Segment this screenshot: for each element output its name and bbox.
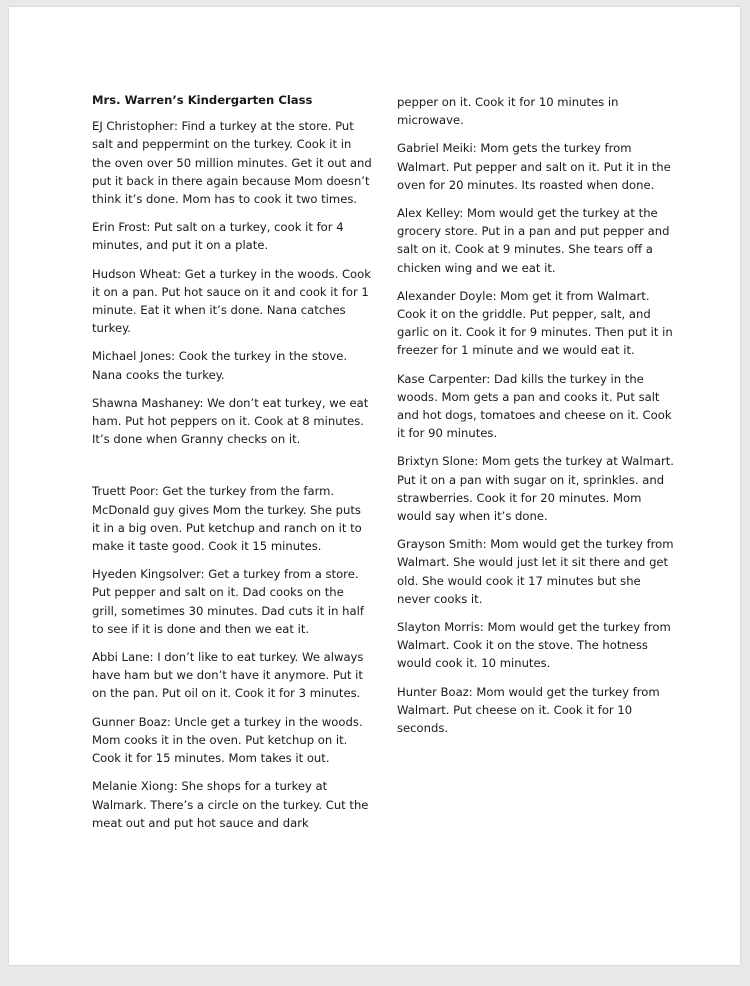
entry-erin-frost: Erin Frost: Put salt on a turkey, cook it for 4 minutes, and put it on a plate. xyxy=(92,220,344,253)
left-column xyxy=(92,91,372,842)
entry-alexander-doyle: Alexander Doyle: Mom get it from Walmart. Cook it on the griddle. Put pepper, salt, and garlic on it. Cook it for 9 minutes. Then put it in freezer for 1 minute and we would eat it. xyxy=(397,288,673,358)
entry-brixtyn-slone: Brixtyn Slone: Mom gets the turkey at Walmart. Put it on a pan with sugar on it, sprinkles. and strawberries. Cook it for 20 minutes. Mom would say when it’s done. xyxy=(397,454,674,524)
entry-michael-jones: Michael Jones: Cook the turkey in the stove. Nana cooks the turkey. xyxy=(92,349,348,382)
entry-gabriel-meiki: Gabriel Meiki: Mom gets the turkey from Walmart. Put pepper and salt on it. Put it in the oven for 20 minutes. Its roasted when done. xyxy=(397,141,671,192)
entry-grayson-smith: Grayson Smith: Mom would get the turkey from Walmart. She would just let it sit there and get old. She would cook it 17 minutes but she never cooks it. xyxy=(397,537,674,606)
page-title: Mrs. Warren’s Kindergarten Class xyxy=(92,93,313,107)
entry-ej-christopher: EJ Christopher: Find a turkey at the store. Put salt and peppermint on the turkey. Cook it in the oven over 50 million minutes. Get it out and put it back in there again because Mom doesn’t think it’s done. Mom has to cook it two times. xyxy=(92,119,372,207)
entry-abbi-lane: Abbi Lane: I don’t like to eat turkey. We always have ham but we don’t have it anymore. Put it on the pan. Put oil on it. Cook it for 3 minutes. xyxy=(92,650,364,701)
entry-shawna-mashaney: Shawna Mashaney: We don’t eat turkey, we eat ham. Put hot peppers on it. Cook at 8 minutes. It’s done when Granny checks on it. xyxy=(92,395,369,447)
entry-hyeden-kingsolver: Hyeden Kingsolver: Get a turkey from a store. Put pepper and salt on it. Dad cooks on the grill, sometimes 30 minutes. Dad cuts it in half to see if it is done and then we eat it. xyxy=(92,567,364,636)
entry-truett-poor: Truett Poor: Get the turkey from the farm. McDonald guy gives Mom the turkey. She puts it in a big oven. Put ketchup and ranch on it to make it taste good. Cook it 15 minutes. xyxy=(92,484,362,554)
entry-hunter-boaz: Hunter Boaz: Mom would get the turkey from Walmart. Put cheese on it. Cook it for 10 seconds. xyxy=(397,684,660,736)
entry-melanie-xiong-continued: pepper on it. Cook it for 10 minutes in microwave. xyxy=(397,95,619,128)
document-page xyxy=(9,7,740,965)
entry-hudson-wheat: Hudson Wheat: Get a turkey in the woods. Cook it on a pan. Put hot sauce on it and cook it for 1 minute. Eat it when it’s done. Nana catches turkey. xyxy=(92,266,371,336)
right-column xyxy=(397,93,675,747)
entry-alex-kelley: Alex Kelley: Mom would get the turkey at the grocery store. Put in a pan and put pepper and salt on it. Cook at 9 minutes. She tears off a chicken wing and we eat it. xyxy=(397,206,670,275)
entry-slayton-morris: Slayton Morris: Mom would get the turkey from Walmart. Cook it on the stove. The hotness would cook it. 10 minutes. xyxy=(397,620,671,671)
entry-gunner-boaz: Gunner Boaz: Uncle get a turkey in the woods. Mom cooks it in the oven. Put ketchup on it. Cook it for 15 minutes. Mom takes it out. xyxy=(92,714,363,766)
entry-kase-carpenter: Kase Carpenter: Dad kills the turkey in the woods. Mom gets a pan and cooks it. Put salt and hot dogs, tomatoes and cheese on it. Cook it for 90 minutes. xyxy=(397,371,672,441)
entry-melanie-xiong: Melanie Xiong: She shops for a turkey at Walmark. There’s a circle on the turkey. Cut the meat out and put hot sauce and dark xyxy=(92,779,369,830)
